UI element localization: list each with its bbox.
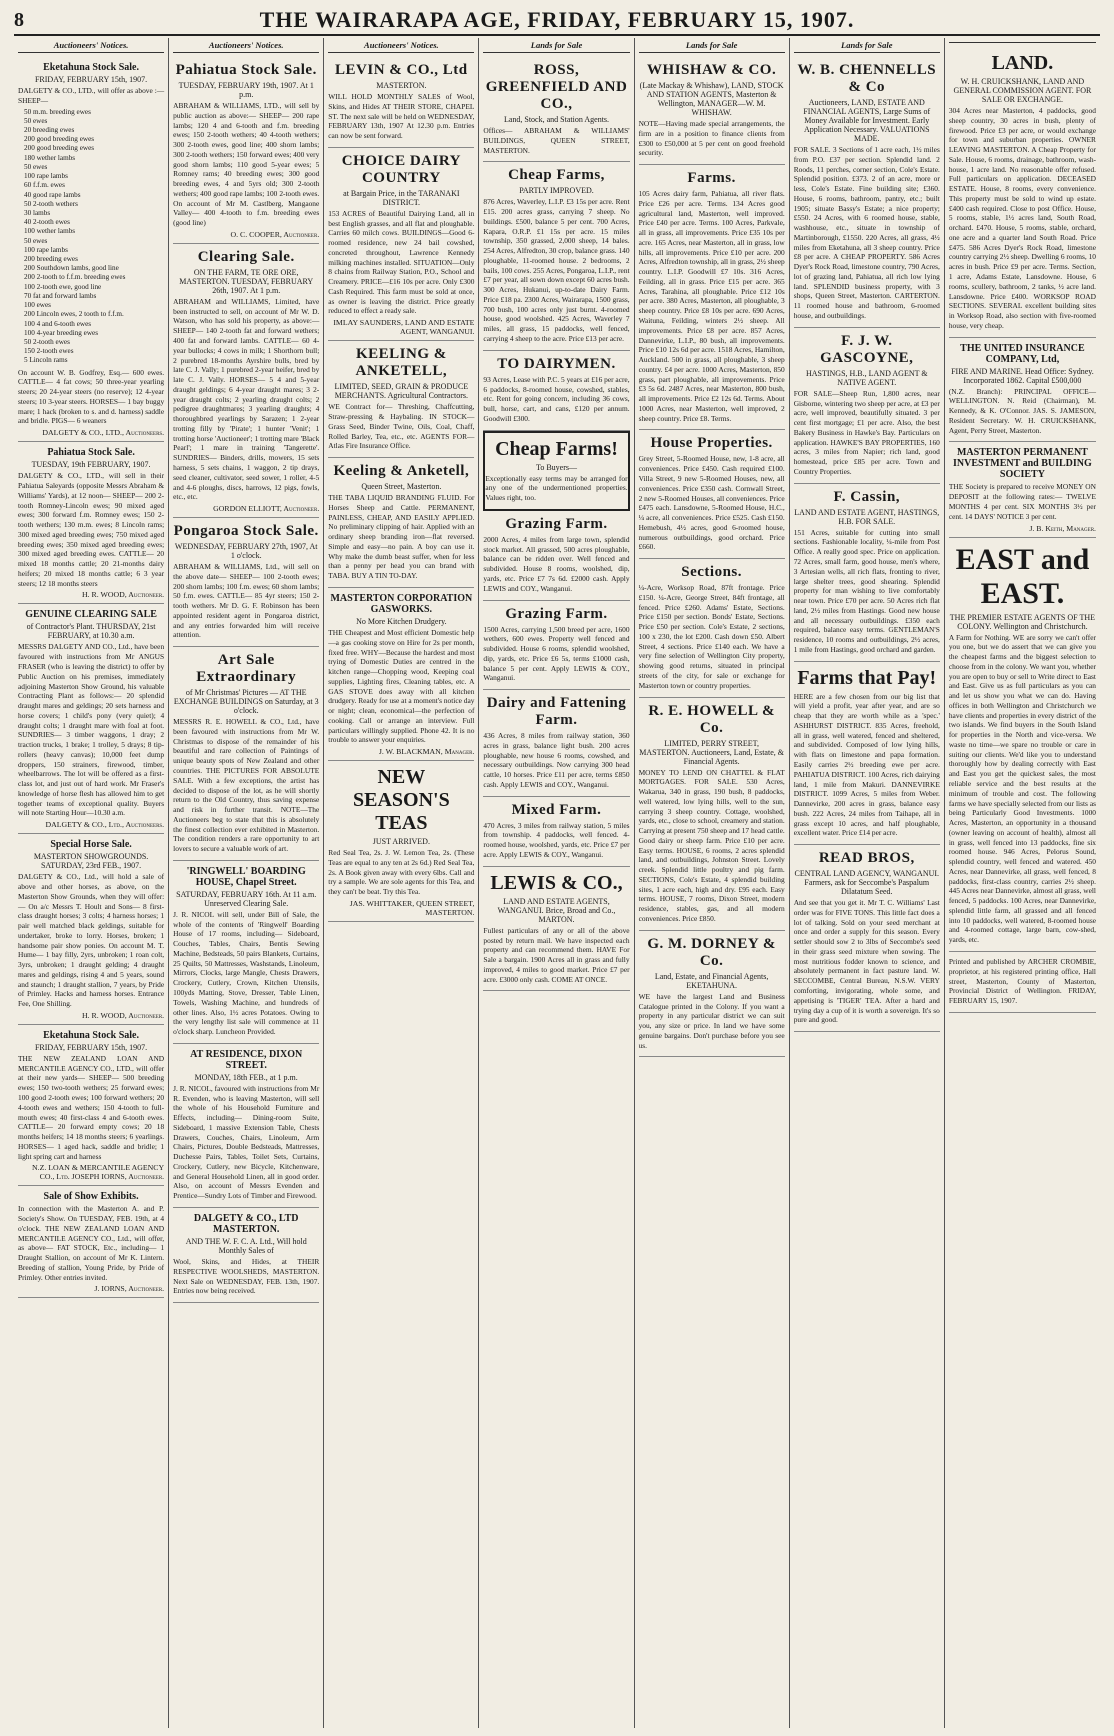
list-item: 100 ewes (24, 301, 51, 310)
ad-title: Farms. (687, 170, 736, 187)
ad-title: Keeling & Anketell, (333, 463, 470, 480)
ad-title: 'RINGWELL' BOARDING HOUSE, Chapel Street. (186, 865, 306, 888)
ad-body: WE Contract for— Threshing, Chaffcutting, Straw-pressing & Haybaling. IN STOCK— Grass Seed, Binder Twine, Oils, Coal, Chaff, Rolled Barley, Tea, etc., etc. AGENTS FOR— Atlas Fire Insurance Office. (328, 402, 475, 451)
advertisement (949, 47, 1096, 338)
advertisement (483, 867, 629, 992)
ad-title: EAST and EAST. (955, 542, 1090, 610)
list-item: 100 2-tooth ewe, good line (24, 282, 102, 291)
ad-signature: J. IORNS, Auctioneer. (94, 1284, 165, 1294)
ad-body: FOR SALE. 3 Sections of 1 acre each, 1½ miles from P.O. £37 per section. Splendid land. 2 Roods, 11 perches, corner section, Cole's Estate. Splendid position. £373. 2 of an acre, more or less, Cole's Estate. Fine building site; £360. House, 6 rooms, bathroom, pantry, etc.; built 1905; situate Bassy's Estate; a nice property; £550. 24 Acres, with 6 roomed house, stable, washhouse, etc., situate in township of Martinborough, £1550. 220 Acres, all grass, 4½ miles from Eketahuna, all 3 sheep country. Price £8 per acre. A CHEAP PROPERTY. 586 Acres Dyer's Rock Road, limestone country, 790 Acres, lot of grazing land, Pahiatua, all rich low lying land. SPLENDID business property, with 3 shops, Queen Street, Masterton. CARTERTON. 11 roomed house and bathroom, 6-roomed house, and outbuildings. (793, 145, 940, 321)
list-item: 30 lambs (24, 208, 51, 217)
ad-subtitle: TUESDAY, FEBRUARY 19th, 1907. At 1 p.m. (178, 81, 314, 99)
ad-body: MESSRS DALGETY AND CO., Ltd., have been favoured with instructions from Mr ANGUS FRASER (who is leaving the district) to offer by Public Auction on his premises, immediately adjoining Masterton Show Ground, his valuable Contracting Plant as follows:— 20 splendid draught mares and geldings; 20 sets harness and horse covers; 1 child's pony (very quiet); 4 draught colts; 1 draught mare with foal at foot. SUNDRIES— 3 timber waggons, 1 dray; 2 traction trucks, 1 brake; 1 trolley, 5 drays; 8 tip-rollers (heavy canvas); 10,000 feet dump droppers, 150 strainers, firewood, timber, wheelbarrows. The lot will be offered as a first-class lot, and just out of hard work. Mr Fraser's knowledge of horse flesh has allowed him to get together teams of exceptional quality. Buyers will note Starting Hour—10.30 a.m. (18, 642, 165, 818)
ad-body: 93 Acres, Lease with P.C. 5 years at £16 per acre, 6 paddocks, 8-roomed house, cowshed, stables, etc. Rent for going concern, including 36 cows, bull, horse, cart, and cans, £120 per annum. Goodwill £300. (483, 374, 630, 423)
list-item: 200 good breeding ewes (24, 144, 95, 153)
ad-body: Wool, Skins, and Hides, at THEIR RESPECTIVE WOOLSHEDS, MASTERTON. Next Sale on WEDNESDAY, FEB. 13th, 1907. Entries now being received. (173, 1257, 320, 1296)
ad-subtitle: JUST ARRIVED. (372, 837, 430, 847)
list-item: 50 ewes (24, 116, 48, 125)
ad-body: J. R. NICOL, favoured with instructions from Mr R. Evenden, who is leaving Masterton, will sell the whole of his Household Furniture and Effects, including— Dining-room Suite, Sideboard, 1 massive Extension Table, Chests Drawers, Couches, Chairs, Linoleum, Arm Chairs, Pictures, Double Bedsteads, Mattresses, Duchesse Pairs, Tables, Toilet Sets, Curtains, Crockery, Cutlery, new Bicycle, Kitchenware, and General Household Linen, all in good order. Also, on account of Messrs Evenden and Prentice—Sundry Lots of Timber and Firewood. (173, 1083, 320, 1201)
ad-signature: H. R. WOOD, Auctioneer. (82, 1010, 165, 1020)
ad-title: F. Cassin, (833, 488, 901, 505)
ad-title: Grazing Farm. (505, 605, 608, 622)
advertisement (949, 952, 1096, 1013)
advertisement (328, 458, 474, 588)
ad-title: Sale of Show Exhibits. (43, 1191, 139, 1203)
column-heading: Auctioneers' Notices. (18, 38, 164, 53)
ad-title: THE UNITED INSURANCE COMPANY, Ltd, (960, 342, 1085, 365)
advertisement (639, 57, 785, 165)
ad-body: ABRAHAM & WILLIAMS, LTD., will sell by public auction as above:— SHEEP— 200 rape lambs; 120 4 and 6-tooth and f.m. breeding ewes; 150 2-tooth wethers; 40 4-tooth wethers; 300 2-tooth ewes, good line; 400 shorn lambs; 300 2-tooth wethers; 150 forward ewes; 400 very good shorn lambs; 110 good 5-year ewes; 5 Romney rams; 40 breeding ewes; 300 good breeding ewes, 4 and 5yrs old; 300 2-tooth wethers; 400 good rape lambs; 100 2-tooth ewes. On account of Mr M. Castlberg, Mangaone Valley— 400 4-tooth to f.m. breeding ewes (good line) (173, 101, 320, 228)
advertisement (794, 845, 940, 1032)
ad-title: Pahiatua Stock Sale. (175, 62, 317, 78)
ad-title: NEW SEASON'S TEAS (352, 766, 450, 835)
ad-subtitle: LIMITED, SEED, GRAIN & PRODUCE MERCHANTS. Agricultural Contractors. (334, 382, 469, 401)
ad-title: MASTERTON CORPORATION GASWORKS. (330, 592, 473, 615)
list-item: 100 4 and 6-tooth ewes (24, 319, 92, 328)
advertisement (949, 538, 1096, 953)
advertisement (794, 57, 940, 328)
ad-signature: JAS. WHITTAKER, QUEEN STREET, MASTERTON. (349, 898, 475, 917)
advertisement (18, 604, 164, 834)
ad-body: A Farm for Nothing. WE are sorry we can't offer you one, but we do assert that we can give you the cheapest farms and the biggest selection to choose from in the colony. We want you, whether you are open to buy or sell to Write direct to East and East. Give us as full particulars as you can and let us show you what we can do. Having offices in both Wellington and Christchurch we have clients and properties in every district of the two islands. We find buyers in the South Island for properties in the North and vice-versa. We waste no time—we spare no trouble or care in suiting our clients. We'd like you to understand thoroughly how by dealing correctly with East and East you get the quickest sales, the most reliable service and the best results at the minimum of trouble and cost. The following farms we have specially selected from our lists as being Particularly Good Investments. 1000 Acres, Masterton, an opportunity in a thousand (owner leaving on account of health), almost all in grass, well fenced into 13 paddocks, fine six roomed house. 946 Acres, Pelorus Sound, splendid country, well fenced and watered. 450 Acres, near Dannevirke, all grass, well fenced, 8 paddocks, first-class country, carries 2½ sheep. 445 Acres near Dannevirke, almost all grass, well fenced, 5 paddocks. 100 Acres, near Dannevirke, splendid little farm, all grassed and all fenced into 10 paddocks, well watered, 8-roomed house and 4-roomed cottage, large barn, cow-shed, yards, etc. (948, 632, 1096, 945)
list-item: 70 fat and forward lambs (24, 291, 97, 300)
list-item: 50 ewes (24, 236, 48, 245)
column-3 (324, 38, 479, 1728)
ad-body: Grey Street, 5-Roomed House, new, 1-8 acre, all conveniences. Price £450. Cash required £100. Villa Street, 9 new 5-Roomed Houses, new, all conveniences. Price £350 cash. Cornwall Street, 2 new 5-Roomed Houses, all conveniences. Price £475 each. Lansdowne, 5-Roomed House, H.C., ¼ acre, all conveniences. Price £525. Cash £150. Hemebush, 4½ acres, good 6-roomed house, numerous outbuildings, good orchard. Price £660. (638, 454, 785, 552)
ad-body: 153 ACRES of Beautiful Dairying Land, all in best English grasses, and all flat and ploughable. Carries 60 milch cows. BUILDINGS—Good 6-roomed residence, new 24 bail cowshed, concreted throughout, Lawrence Kennedy milking machines installed. SITUATION—Only 8 chains from Railway Station, P.O., School and Creamery. PRICE—£16 10s per acre. Only £300 Cash Required. This farm must be sold at once, as owner is leaving the district. Price greatly reduced to effect a ready sale. (328, 208, 475, 316)
ad-body: THE NEW ZEALAND LOAN AND MERCANTILE AGENCY CO., LTD., will offer at their new yards— SHEEP— 500 breeding ewes; 150 two-tooth wethers; 25 forward ewes; 100 good 2-tooth ewes; 100 forward wethers; 20 4-tooth ewes and wethers; 150 4-tooth to full-mouth ewes; 40 first-class 4 and 6-tooth ewes. CATTLE— 20 forward empty cows; 20 18 months heifers; 14 18 months steers; 6 yearlings. HORSES— 1 aged hack, saddle and bridle; 1 light spring cart and harness (18, 1053, 165, 1161)
column-1 (14, 38, 169, 1728)
ad-subtitle: HASTINGS, H.B., LAND AGENT & NATIVE AGENT. (805, 368, 928, 387)
ad-body: 2000 Acres, 4 miles from large town, splendid stock market. All grassed, 500 acres ploughable, balance can be ridden over. Well fenced and subdivided. House 8 rooms, woolshed, dip, yards, etc. Price £7 7s 6d. £2000 cash. Apply LEWIS and COY., Wanganui. (483, 534, 630, 593)
ad-subtitle: FIRE AND MARINE. Head Office: Sydney. Incorporated 1862. Capital £500,000 (951, 366, 1094, 385)
ad-body: 470 Acres, 3 miles from railway station, 5 miles from township. 4 paddocks, well fenced. 4-roomed house, woolshed, yards, etc. Price £7 per acre. Apply LEWIS & COY., Wanganui. (483, 820, 630, 859)
advertisement (328, 341, 474, 458)
ad-title: Mixed Farm. (511, 801, 602, 818)
ad-body: ¼-Acre, Worksop Road, 87ft frontage. Price £150. ¼-Acre, George Street, 84ft frontage, all fenced. Price £260. Adams' Estate, Sections. Price £150 per section. Bonds' Estate, Sections. Price £50 per section. Cole's Estate, 2 sections, 100 x 230, the lot £200. Cash down £50. Albert Street, 4 sections. Price £140 each. We have a very fine selection of Wellington City property, showing good returns, situated in principal streets of the city, for sale or exchange for Masterton town or country properties. (638, 583, 785, 690)
advertisement (173, 518, 319, 647)
ad-title: WHISHAW & CO. (647, 62, 777, 78)
ad-subtitle: Queen Street, Masterton. (361, 482, 442, 492)
ad-body: WILL HOLD MONTHLY SALES of Wool, Skins, and Hides AT THEIR STORE, CHAPEL ST. The next sale will be held on WEDNESDAY, FEBRUARY 13th, 1907 At 12.30 p.m. Entries can now be sent forward. (328, 92, 475, 141)
list-item: 180 wether lambs (24, 153, 76, 162)
ad-item-list (24, 108, 164, 366)
list-item: 50 m.m. breeding ewes (24, 107, 91, 116)
list-item: 5 Lincoln rams (24, 356, 68, 365)
ad-title: W. B. CHENNELLS & Co (797, 62, 937, 95)
ad-subtitle: LAND AND ESTATE AGENT, HASTINGS, H.B. FOR SALE. (794, 507, 940, 526)
ad-body: (N.Z. Branch): PRINCIPAL OFFICE—WELLINGTON. N. Reid (Chairman), M. Kennedy, & K. O'Connor. JAS. S. JAMESON, Resident Secretary. W. H. CRUICKSHANK, Agent, Perry Street, Masterton. (948, 386, 1096, 435)
ad-title: GENUINE CLEARING SALE (25, 609, 157, 621)
ad-subtitle: ON THE FARM, TE ORE ORE, MASTERTON. TUESDAY, FEBRUARY 26th, 1907. At 1 p.m. (179, 267, 314, 295)
ad-title: CHOICE DAIRY COUNTRY (341, 152, 461, 186)
ad-title: G. M. DORNEY & Co. (647, 935, 776, 969)
ad-subtitle: No More Kitchen Drudgery. (356, 616, 447, 626)
ad-body: Red Seal Tea, 2s. J. W. Lemon Tea, 2s. (These Teas are equal to any ten at 2s 6d.) Red Seal Tea, 2s. A Book given away with every 6lbs. Call and try a sample. We are sole agents for this Tea, and they can't be beat. Try this Tea. (328, 848, 475, 897)
ad-title: Dairy and Fattening Farm. (486, 695, 627, 729)
list-item: 40 good rape lambs (24, 190, 81, 199)
advertisement (483, 162, 629, 350)
list-item: 50 2-tooth ewes (24, 338, 70, 346)
ad-subtitle: PARTLY IMPROVED. (519, 186, 594, 196)
column-2 (169, 38, 324, 1728)
advertisement (794, 484, 940, 662)
ad-body: Printed and published by ARCHER CROMBIE, proprietor, at his registered printing office, Hall street, Masterton, County of Masterton, Provincial District of Wellington. FRIDAY, FEBRUARY 15, 1907. (948, 957, 1096, 1006)
column-heading: Auctioneers' Notices. (173, 38, 319, 53)
advertisement (483, 797, 629, 867)
ad-body: THE Cheapest and Most efficient Domestic help—a gas cooking stove on Hire for 2s per month, fixed free. WHY—Because the hardest and most trying of Domestic Duties are centred in the kitchen range—Chopping wood, Keeping coal supplies, Lighting fires, Cleaning tables, etc. A GAS STOVE does away with all kitchen drudgery. Ready for use at a moment's notice day or night; clean, economical—the perfection of cooking. Call or arrange an interview. Full particulars willingly supplied. Phone 42. It is no trouble to answer your enquiries. (328, 627, 475, 745)
list-item: 50 ewes (24, 162, 48, 171)
list-item: 60 f.f.m. ewes (24, 181, 65, 190)
list-item: 100 4-year breeding ewes (24, 328, 99, 337)
advertisement (483, 690, 629, 797)
list-item: 200 Southdown lambs, good line (24, 264, 119, 273)
advertisement (18, 1186, 164, 1298)
ad-body: Exceptionally easy terms may be arranged for any one of the undermentioned properties. Values right, too. (485, 473, 628, 503)
advertisement (328, 588, 474, 761)
ad-body: Fullest particulars of any or all of the above posted by return mail. We have inspected each property and can recommend them. HAVE For Sale a bargain. 1900 Acres all in grass and fully improved, 4 miles to good market. Price £7 per acre. £3000 only cash. COME AT ONCE. (483, 925, 630, 984)
ad-subtitle: Auctioneers, LAND, ESTATE AND FINANCIAL AGENTS, Large Sums of Money Available for Investment. Early Application Necessary. VALUATIONS MADE. (803, 98, 931, 143)
ad-body: HERE are a few chosen from our big list that will yield a profit, year after year, and are so cheap that they are worth while as a 'spec.' ASHHURST DISTRICT. 835 Acres, freehold, all in grass, well watered, fenced and sheltered, and subdivided. Composed of low lying hills, with flats on limestone and papa formation. Easily carries 2½ breeding ewe per acre. PAHIATUA DISTRICT. 100 Acres, rich dairying land, 1 mile from Makuri. DANNEVIRKE DISTRICT. 1099 Acres, 5 miles from Weber. Dannevirke, 200 acres in grass, balance easy bush. 222 Acres, 24 miles from Taihape, all in grass except 10 acres, and half ploughable, excellent water. Price £14 per acre. (793, 691, 940, 838)
ad-signature: O. C. COOPER, Auctioneer. (230, 229, 320, 239)
ad-extra: On account W. B. Godfrey, Esq.— 600 ewes. CATTLE— 4 fat cows; 50 three-year yearling steers; 20 24-year steers (no reserve); 12 4-year steers; 10 3-year steers. HORSES— 1 bay buggy mare; 1 hack (broken to s. and d. harness) saddle and bridle. PIGS— 6 weaners (18, 367, 165, 426)
list-item: 200 good breeding ewes (24, 135, 95, 144)
advertisement (483, 511, 629, 601)
ad-body: J. R. NICOL will sell, under Bill of Sale, the whole of the contents of 'Ringwell' Boarding House of 17 rooms, including— Sideboard, Couches, Tables, Chairs, Bentis Sewing Machine, Bedsteads, 50 pairs Blankets, Curtains, 25 Quilts, 50 Mattresses, Washstands, Linoleum, Mirrors, Clocks, large Mangle, Chests Drawers, Crockery, Cutlery, Crown, Kitchen Utensils, 100yds Matting, Stove, Dresser, Table Linen, Towels, Washing Machine, and hundreds of other lines. Also, 1½ acres Potatoes. Owing to the very lengthy list sale will commence at 11 o'clock sharp. Luncheon Provided. (173, 909, 320, 1037)
list-item: 100 wether lambs (24, 227, 76, 236)
ad-subtitle: WEDNESDAY, FEBRUARY 27th, 1907, At 1 o'clock. (174, 542, 318, 561)
advertisement (483, 601, 629, 691)
ad-title: Sections. (681, 564, 742, 581)
ad-title: LEWIS & CO., (490, 871, 623, 894)
ad-subtitle: SATURDAY, FEBRUARY 16th. At 11 a.m. Unreserved Clearing Sale. (176, 889, 317, 908)
ad-title: R. E. HOWELL & Co. (648, 702, 775, 736)
advertisement (794, 328, 940, 484)
ad-body: Offices— ABRAHAM & WILLIAMS' BUILDINGS, QUEEN STREET, MASTERTON. (483, 126, 630, 155)
ad-title: F. J. W. GASCOYNE, (820, 332, 914, 366)
ad-title: Cheap Farms, (508, 167, 605, 184)
list-item: 200 breeding ewes (24, 255, 78, 264)
ad-subtitle: CENTRAL LAND AGENCY, WANGANUI. Farmers, ask for Seccombe's Paspalum Dilatatum Seed. (794, 869, 940, 897)
ad-title: Grazing Farm. (505, 515, 608, 532)
columns-container (14, 38, 1100, 1728)
advertisement (173, 861, 319, 1044)
ad-subtitle: To Buyers— (535, 462, 577, 472)
column-heading: Lands for Sale (639, 38, 785, 53)
ad-body: ABRAHAM & WILLIAMS, Ltd., will sell on the above date— SHEEP— 100 2-tooth ewes; 200 shorn lambs; 100 f.m. ewes; 60 shorn lambs; 50 f.m. ewes. CATTLE— 85 4yr steers; 150 2-tooth wethers. Mr D. G. F. Robinson has been appointed resident agent in Pongaroa district, and any entries forwarded him will receive attention. (173, 562, 320, 640)
column-7 (945, 38, 1100, 1728)
ad-subtitle: LIMITED, PERRY STREET, MASTERTON. Auctioneers, Land, Estate, & Financial Agents. (639, 738, 784, 766)
ad-subtitle: MASTERTON SHOWGROUNDS. SATURDAY, 23rd FEB., 1907. (33, 852, 149, 871)
ad-title: ROSS, GREENFIELD AND CO., (485, 62, 628, 112)
ad-body: 151 Acres, suitable for cutting into small sections. Fashionable locality, ¼-mile from Post Office. A really good spec. Price on application. 72 Acres, small farm, good house, men's where, 3 Artesian wells, all rich flats, fronting to river, large shelter trees, good shearing. Splendid property for man wishing to live comfortably near town. Price £70 per acre. 50 Acres rich flat land, 2½ miles from Hastings. Good new house and all necessary outbuildings. £350 each required, balance easy terms. GENTLEMAN'S residence, 10 rooms and outbuildings, 2½ acres, 1 mile from Hastings, good orchard and garden. (793, 527, 940, 654)
ad-body: NOTE—Having made special arrangements, the firm are in a position to finance clients from £300 to £50,000 at 5 per cent on good freehold security. (638, 119, 785, 158)
newspaper-title: THE WAIRARAPA AGE, FRIDAY, FEBRUARY 15, 1907. (259, 7, 855, 32)
ad-body: DALGETY & CO., Ltd., will hold a sale of above and other horses, as above, on the Masterton Show Grounds, when they will offer:— On a/c Messrs T. Hoult and Sons— 8 first-class draught horses; 3 colts; 4 harness horses; 1 pair well matched black geldings, suitable for undertaker, broke to lorry. Horses, broken; 1 handsome pair show ponies. On account M. T. Hume— 1 bay filly, 2yrs, unbroken; 1 roan colt, 3yrs, unbroken; 1 draught gelding; 4 draught mares and geldings, rising 4 and 5 years, sound and staunch; 1 draught stallion, 7 years, by Pride of Primley. Hacks and harness horses. Entrance Fee, One Shilling. (18, 872, 165, 1009)
ad-subtitle: LAND AND ESTATE AGENTS, WANGANUI. Brice, Broad and Co., MARTON. (497, 896, 616, 924)
ad-title: Special Horse Sale. (50, 839, 132, 851)
column-heading (949, 38, 1096, 43)
ad-signature: DALGETY & CO., LTD., Auctioneers. (42, 428, 165, 438)
advertisement (949, 442, 1096, 537)
ad-body: 876 Acres, Waverley, L.I.P. £3 15s per acre. Rent £15. 200 acres grass, carrying 7 sheep. No buildings. £500, balance 5 per cent. 700 Acres, Kapara, O.R.P. £1 15s per acre. 15 miles township, 350 grassed, 2,000 sheep, 14 bales. 254 Acres, Alfredton, 30 crop, balance grass. 140 ploughable, 11-roomed house. 2 bedrooms, 2 bails, 100 cows. 255 Acres, Pongaroa, L.I.P., rent £7 per year, all sown down except 60 acres bush. 300 Acres, Hukanui, up-to-date Dairy Farm. Price £18 pa. 2300 Acres, Wairarapa, 1500 grass, 700 bush, 100 acres only just burnt. 4-roomed house, good woolshed. 425 Acres, Waverley 7 miles, all grass, 15 paddocks, well fenced, carrying 4 sheep to the acre. Price £13 per acre. (483, 197, 630, 344)
advertisement (483, 431, 629, 511)
ad-body: FOR SALE—Sheep Run, 1,800 acres, near Gisborne, wintering two sheep per acre, at £3 per acre, well improved, beautifully situated. 3 per cent first mortgage; £1 per acre. Also, the best Bakery Business in Hawke's Bay. Particulars on application. HAWKE'S BAY PROPERTIES, 160 acres, 3 miles from Napier; rich land, good homestead, price £85 per acre. Town and Country Properties. (793, 388, 940, 476)
advertisement (483, 351, 629, 431)
advertisement (18, 1025, 164, 1186)
masthead (14, 6, 1100, 36)
ad-title: Art Sale Extraordinary (196, 652, 297, 686)
ad-body: DALGETY & CO., LTD., will offer as above :— SHEEP— (18, 86, 165, 105)
ad-body: THE Society is prepared to receive MONEY ON DEPOSIT at the following rates:— TWELVE MONTHS 4 per cent. SIX MONTHS 3½ per cent. 14 DAYS' NOTICE 3 per cent. (948, 482, 1096, 521)
list-item: 200 Lincoln ewes, 2 tooth to f.f.m. (24, 310, 124, 319)
ad-subtitle: MASTERTON. (376, 81, 427, 90)
ad-subtitle: (Late Mackay & Whishaw), LAND, STOCK AND STATION AGENTS, Masterton & Wellington, MANAGER—W. M. WHISHAW. (639, 81, 784, 117)
ad-body: ABRAHAM and WILLIAMS, Limited, have been instructed to sell, on account of Mr W. D. Watson, who has sold his property, as above:— SHEEP— 140 2-tooth fat and forward wethers; 400 fat and forward lambs. CATTLE— 60 4-year bullocks; 4 cows in milk; 1 Shorthorn bull; 2 purebred 18-months Ayrshire bulls, bred by late C. J. Vally; 1 purebred 2-year heifer, bred by late C. J. Vally. HORSES— 5 4 and 5-year draught geldings; 6 4-year draught mares; 3 2-year draught colts; 2 yearling draught colts; 2 pedigree draughtmares; 3 yearling draughts; 4 thoroughbred yearlings by Sarazen; 1 2-year trotting filly by 'Pirate'; 1 hunter 'Venit'; 1 trotting horse 'Auctioneer'; 1 trotting mare 'Black Pearl'; 1 mare in training 'Tangerette'. SUNDRIES— Binders, drills, mowers, 15 sets harness, 5 sets chains, 1 waggon, 2 tip drays, seed cleaner, cultivator, seed sower, 1 roller, 4-5 and 4-6 ploughs, discs, harrows, 12 pigs, fowls, etc., etc. (173, 296, 320, 502)
ad-signature: H. R. WOOD, Auctioneer. (82, 590, 165, 600)
advertisement (794, 662, 940, 845)
ad-signature: IMLAY SAUNDERS, LAND AND ESTATE AGENT, WANGANUI. (333, 318, 475, 337)
ad-body: MESSRS R. E. HOWELL & CO., Ltd., have been favoured with instructions from Mr W. Christmas to dispose of the remainder of his beautiful and rare collection of Paintings of unique beauty spots of New Zealand and other countries. THE PICTURES FOR ABSOLUTE SALE. With a few exceptions, the artist has decided to dispose of the lot, as he will shortly return to the Old Country, thus saving expense and risk in further transit. NOTE—The Auctioneers beg to state that this is absolutely the finest collection ever exhibited in Masterton. The condition renders a rare opportunity to art lovers to secure a valuable work of art. (173, 717, 320, 854)
ad-subtitle: MONDAY, 18th FEB., at 1 p.m. (194, 1072, 298, 1082)
ad-subtitle: FRIDAY, FEBRUARY 15th, 1907. (34, 1042, 148, 1052)
advertisement (173, 57, 319, 244)
column-5 (635, 38, 790, 1728)
ad-title: Eketahuna Stock Sale. (43, 1029, 139, 1041)
ad-body: 304 Acres near Masterton, 4 paddocks, good sheep country, 30 acres in bush, plenty of firewood. Price £3 per acre, or would exchange for town and suburban properties. OWNER LEAVING MASTERTON. A Cheap Property for Sale. House, 6 rooms, drainage, bathroom, wash-house, 1 acre land. No reasonable offer refused. Full particulars on application. DECEASED ESTATE. House, 8 rooms, every convenience. This property must be sold to wind up estate. £400 cash required. Close to post Office. House, 5 rooms, stable, 1½ acres land, South Road, orchard. £470. House, 5 rooms, stable, orchard, one acre and a quarter land South Road. Price £475. 586 Acres Dyer's Rock Road, limestone country carrying 2½ sheep. Dwelling 6 rooms, 10 acres in bush. Price £9 per acre. Terms. Section, 1 acre, Adams Estate, Lansdowne. House, 6 rooms, scullery, bathroom, 2 tanks, ½ acre land. Lansdowne. Price £400. WORKSOP ROAD SECTIONS. SEVERAL excellent building sites in Worksop Road, also section with five-roomed house, very cheap. (948, 106, 1096, 330)
advertisement (18, 442, 164, 604)
ad-title: LAND. (991, 52, 1054, 74)
ad-body: 1500 Acres, carrying 1,500 breed per acre, 1600 wethers, 600 ewes. Property well fenced and subdivided. House 6 rooms, splendid woolshed, dip, yards, etc. Price £6 5s, terms £1000 cash, balance 5 per cent. Apply LEWIS & COY., Wanganui. (483, 624, 630, 683)
ad-title: LEVIN & CO., Ltd (335, 62, 468, 78)
ad-title: MASTERTON PERMANENT INVESTMENT and BUILDING SOCIETY (953, 447, 1092, 481)
advertisement (173, 647, 319, 861)
advertisement (18, 57, 164, 442)
ad-subtitle: AND THE W. F. C. A. Ltd., Will hold Monthly Sales of (185, 1237, 307, 1256)
advertisement (639, 698, 785, 931)
column-6 (790, 38, 945, 1728)
ad-signature: DALGETY & CO., Ltd., Auctioneers. (45, 820, 165, 830)
ad-title: Farms that Pay! (797, 666, 937, 689)
advertisement (639, 165, 785, 430)
ad-signature: J. W. BLACKMAN, Manager. (378, 747, 475, 757)
advertisement (173, 1208, 319, 1303)
ad-subtitle: at Bargain Price, in the TARANAKI DISTRICT. (343, 188, 460, 207)
ad-body: In connection with the Masterton A. and P. Society's Show. On TUESDAY, FEB. 19th, at 4 o'clock. THE NEW ZEALAND LOAN AND MERCANTILE AGENCY CO., Ltd., will offer, as above— FAT STOCK, Etc., including— 1 Draught Stallion, on account of Mr K. Lintern. Breeding of stallion, Young Pride, by Pride of Primley. Other entries invited. (18, 1204, 165, 1282)
ad-subtitle: W. H. CRUICKSHANK, LAND AND GENERAL COMMISSION AGENT. FOR SALE OR EXCHANGE. (953, 77, 1092, 104)
ad-signature: J. B. Keith, Manager. (1029, 523, 1096, 533)
ad-subtitle: Land, Estate, and Financial Agents, EKETAHUNA. (654, 971, 769, 990)
list-item: 200 2-tooth to f.f.m. breeding ewes (24, 273, 126, 282)
ad-title: READ BROS, (818, 850, 915, 867)
list-item: 150 2-tooth ewes (24, 347, 74, 356)
ad-title: KEELING & ANKETELL, (355, 346, 448, 380)
column-heading: Lands for Sale (794, 38, 940, 53)
ad-title: Cheap Farms! (495, 437, 618, 460)
ad-body: MONEY TO LEND ON CHATTEL & FLAT MORTGAGES. FOR SALE. 530 Acres, Wakarua, 340 in grass, 190 bush, 8 paddocks, well watered, low lying hills, well to the sun, carrying 3 sheep country. Cottage, woolshed, yards, etc., close to school, creamery and station. Carrying at present 750 sheep and 17 head cattle. Good dairy or sheep farm. Price £10 per acre. Easy terms. HOUSE, 6 rooms, 2 acres splendid land, and outbuildings, Johnston Street. Lovely creek. Splendid little poultry and pig farm. SECTIONS, Cole's Estate, 4 splendid building sites, 1 acre each, high and dry. £95 each. Easy terms. HOUSE, 7 rooms, Dixon Street, modern residence, stables, gas, and all modern conveniences. Price £850. (638, 767, 785, 923)
ad-body: DALGETY & CO., LTD., will sell in their Pahiatua Saleyards (opposite Messrs Abraham & Williams' Yards), at 12 noon— SHEEP— 200 2-tooth Romney-Lincoln ewes; 90 mixed aged ewes; 300 forward f.m. Romney ewes; 150 2-tooth wethers; 130 m.m. ewes; 8 Lincoln rams; 300 mixed aged breeding ewes; 750 mixed aged breeding ewes; 350 mixed aged breeding ewes; 300 mixed aged breeding ewes. CATTLE— 20 mixed 18 months cattle; 20 21-months dairy heifers; 20 mixed 18 months cattle; 6 3 year steers; 12 18 months steers (18, 471, 165, 588)
advertisement (328, 57, 474, 148)
ad-subtitle: FRIDAY, FEBRUARY 15th, 1907. (34, 75, 148, 84)
ad-title: Eketahuna Stock Sale. (43, 62, 139, 73)
advertisement (173, 244, 319, 518)
ad-title: AT RESIDENCE, DIXON STREET. (190, 1048, 303, 1071)
ad-subtitle: of Mr Christmas' Pictures — AT THE EXCHANGE BUILDINGS on Saturday, at 3 o'clock. (173, 688, 319, 716)
ad-body: THE TABA LIQUID BRANDING FLUID. For Horses Sheep and Cattle. PERMANENT, PAINLESS, CHEAP, AND EASILY APPLIED. No preliminary clipping of hair. Applied with an ordinary sheep branding iron—flat reversed. Simple and easy—no pain. A boy can use it. Why make the dumb beast suffer, when for less than a penny per head you can brand with TABA. BUY A TIN TO-DAY. (328, 493, 475, 581)
ad-title: Clearing Sale. (197, 248, 295, 265)
advertisement (639, 559, 785, 697)
ad-title: House Properties. (650, 435, 773, 452)
ad-title: TO DAIRYMEN. (497, 355, 616, 372)
advertisement (328, 148, 474, 341)
ad-subtitle: of Contractor's Plant. THURSDAY, 21st FEBRUARY, at 10.30 a.m. (26, 622, 156, 641)
column-heading: Auctioneers' Notices. (328, 38, 474, 53)
ad-signature: N.Z. LOAN & MERCANTILE AGENCY CO., Ltd. JOSEPH IORNS, Auctioneer. (32, 1163, 165, 1182)
ad-body: 105 Acres dairy farm, Pahiatua, all river flats. Price £26 per acre. Terms. 134 Acres good agricultural land, Masterton, well improved. Price £40 per acre. Terms. 100 Acres, Parkvale, all in grass, all improvements. Price £35 10s per acre. 165 Acres, near Masterton, all in grass, low hills, all improvements. Price £10 per acre. 200 Acres, Alfredton township, all in grass, 2½ sheep country. L.I.P. Goodwill £7 10s. 316 Acres, Feilding, all in grass. Price £15 per acre. 365 Acres, Tarahina, all ploughable. Price £12 10s per acre. 380 Acres, Masterton, all ploughable, 3 sheep country. Price £8 10s per acre. 690 Acres, Waituna, Feilding, winters 2½ sheep. All improvements. Price £8 per acre. 857 Acres, Dannevirke, L.I.P., 80 bush, all improvements. Price £10 12s 6d per acre. 1518 Acres, Hamilton, Auckland. 500 in grass, all ploughable, 3 sheep country. £4 per acre. 1000 Acres, Masterton, 850 grass, part ploughable, all improvements. Price £3 5s 6d. 2487 Acres, near Masterton, 800 bush, all improvements. Price £2 12s 6d. Terms. About 1000 Acres, near Masterton, well improved, 2 sheep country. Price £8. Terms. (638, 189, 785, 423)
ad-subtitle: Land, Stock, and Station Agents. (503, 115, 610, 124)
list-item: 40 2-tooth ewes (24, 218, 70, 227)
ad-signature: GORDON ELLIOTT, Auctioneer. (213, 504, 320, 514)
ad-title: DALGETY & CO., LTD MASTERTON. (193, 1213, 299, 1236)
ad-body: WE have the largest Land and Business Catalogue printed in the Colony. If you want a property in any particular district we can suit you, any size or price. In land we have some genuine bargains. Don't purchase before you see us. (638, 991, 785, 1050)
advertisement (483, 57, 629, 162)
ad-title: Pahiatua Stock Sale. (47, 447, 135, 459)
ad-subtitle: TUESDAY, 19th FEBRUARY, 1907. (31, 460, 151, 470)
advertisement (328, 761, 474, 922)
advertisement (949, 338, 1096, 443)
advertisement (173, 1044, 319, 1208)
page-number: 8 (14, 8, 24, 31)
list-item: 50 2-tooth wethers (24, 199, 78, 208)
column-4 (479, 38, 634, 1728)
advertisement (639, 931, 785, 1058)
ad-body: 436 Acres, 8 miles from railway station, 360 acres in grass, balance light bush. 200 acres ploughable, new house 6 rooms, cowshed, and necessary outbuildings. Now carrying 300 head cattle, 10 horses. Price £11 per acre, terms £850 cash. Apply LEWIS and COY., Wanganui. (483, 731, 630, 789)
column-heading: Lands for Sale (483, 38, 629, 53)
list-item: 100 rape lambs (24, 245, 68, 254)
list-item: 100 rape lambs (24, 172, 68, 181)
advertisement (639, 430, 785, 559)
advertisement (18, 834, 164, 1025)
ad-subtitle: THE PREMIER ESTATE AGENTS OF THE COLONY. Wellington and Christchurch. (949, 612, 1096, 631)
ad-body: And see that you get it. Mr T. C. Williams' Last order was for FIVE TONS. This little fact does a lot of talking. Sold on your seed merchant at once and order a supply for this season. Every settler should sow 2 to 3lbs of Seccombe's seed in their grass seed mixture when sowing. The most nutritious fodder known to science, and absolutely permanent in fact pasture land. W. SECCOMBE, Central Bureau, N.S.W. VERY comforting, invigorating, whole some, and appetising is 'TIGER' TEA. After a hard and trying day a cup of it is worth a sovereign. It's so pure and good. (793, 898, 940, 1025)
list-item: 20 breeding ewes (24, 125, 75, 134)
ad-title: Pongaroa Stock Sale. (173, 523, 319, 540)
